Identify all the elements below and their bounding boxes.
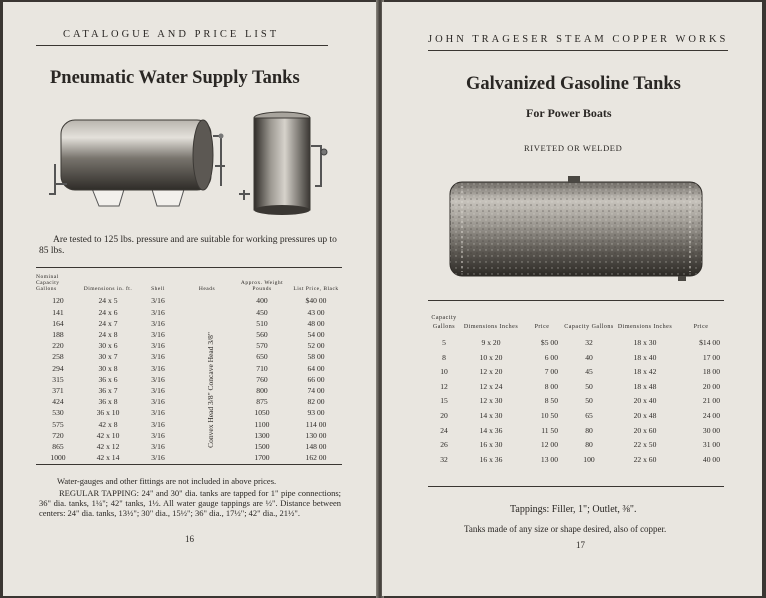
gasoline-table-body	[426, 336, 726, 467]
shell-cell: 3/16	[151, 330, 165, 339]
table-row	[36, 307, 342, 318]
col-dimensions-header-2: Dimensions Inches	[617, 324, 673, 330]
table-header-row	[426, 314, 726, 336]
capacity-cell: 45	[585, 367, 593, 377]
capacity-cell: 188	[52, 330, 64, 339]
dimensions-cell: 14 x 36	[479, 425, 503, 435]
col-capacity-header-2: Capacity Gallons	[564, 324, 614, 330]
table-row	[36, 374, 342, 385]
table-row	[36, 329, 342, 340]
table-row	[36, 452, 342, 463]
dimensions-cell: 36 x 8	[98, 397, 118, 407]
price-cell: $40 00	[305, 296, 327, 306]
price-cell: 11 50	[541, 425, 558, 435]
table-row	[36, 441, 342, 452]
heads-cell	[180, 307, 234, 318]
shell-cell: 3/16	[151, 386, 165, 396]
dimensions-cell: 18 x 30	[633, 338, 657, 347]
capacity-cell: 15	[440, 396, 448, 406]
dimensions-cell: 20 x 48	[633, 410, 657, 420]
dimensions-cell: 36 x 7	[98, 386, 118, 396]
price-cell: 21 00	[702, 396, 720, 406]
weight-cell: 1050	[254, 408, 270, 418]
left-page-number: 16	[185, 534, 194, 544]
left-description: Are tested to 125 lbs. pressure and are suitable for working pressures up to 85 lbs.	[39, 235, 337, 256]
capacity-cell: 32	[440, 454, 448, 464]
price-cell: 162 00	[305, 453, 327, 463]
pneumatic-tanks-illustration	[39, 106, 339, 218]
gasoline-price-table	[426, 314, 726, 467]
col-capacity-header: Nominal Capacity Gallons	[36, 274, 60, 292]
price-cell: 8 50	[544, 396, 558, 406]
left-page-title: Pneumatic Water Supply Tanks	[50, 68, 300, 88]
table-bottom-rule	[428, 486, 724, 487]
capacity-cell: 50	[585, 396, 593, 406]
col-shell-header: Shell	[151, 285, 165, 292]
dimensions-cell: 36 x 6	[98, 374, 118, 384]
capacity-cell: 120	[52, 296, 64, 306]
price-cell: 8 00	[544, 381, 558, 391]
col-price-header-2: Price	[693, 324, 709, 330]
heads-cell	[180, 318, 234, 329]
dimensions-cell: 10 x 20	[479, 352, 503, 362]
capacity-cell: 258	[52, 352, 64, 362]
price-cell: 82 00	[307, 397, 325, 407]
col-dimensions-header: Dimensions in. ft.	[83, 285, 133, 292]
price-cell: 54 00	[307, 330, 325, 339]
shell-cell: 3/16	[151, 408, 165, 418]
right-footnote: Tanks made of any size or shape desired, also of copper.	[464, 524, 667, 534]
capacity-cell: 80	[585, 425, 593, 435]
col-capacity-header: Capacity Gallons	[431, 315, 457, 330]
capacity-cell: 720	[52, 430, 64, 440]
capacity-cell: 220	[52, 341, 64, 351]
shell-cell: 3/16	[151, 363, 165, 373]
pneumatic-price-table	[36, 275, 342, 463]
weight-cell: 1100	[254, 419, 270, 429]
price-cell: 30 00	[702, 425, 720, 435]
dimensions-cell: 30 x 6	[98, 341, 118, 351]
col-price-header: Price	[534, 324, 550, 330]
price-cell: 93 00	[307, 408, 325, 418]
heads-cell	[180, 452, 234, 463]
dimensions-cell: 24 x 7	[98, 318, 118, 328]
table-row	[36, 318, 342, 329]
col-weight-header: Approx. Weight Pounds	[240, 279, 284, 292]
price-cell: 10 50	[540, 410, 558, 420]
weight-cell: 450	[256, 307, 268, 317]
price-cell: 64 00	[307, 363, 325, 373]
shell-cell: 3/16	[151, 453, 165, 463]
col-price-header: List Price, Black	[293, 285, 339, 292]
capacity-cell: 294	[52, 363, 64, 373]
price-cell: 31 00	[702, 440, 720, 450]
table-top-rule	[428, 300, 724, 301]
shell-cell: 3/16	[151, 341, 165, 351]
col-heads-header: Heads	[198, 285, 216, 292]
right-running-header: JOHN TRAGESER STEAM COPPER WORKS	[428, 34, 729, 45]
table-row	[426, 351, 726, 366]
capacity-cell: 8	[442, 352, 446, 362]
table-row	[426, 380, 726, 395]
price-cell: 58 00	[307, 352, 325, 362]
shell-cell: 3/16	[151, 419, 165, 429]
price-cell: 43 00	[307, 307, 325, 317]
dimensions-cell: 42 x 14	[96, 453, 120, 463]
price-cell: 40 00	[702, 454, 720, 464]
weight-cell: 1300	[254, 430, 270, 440]
price-cell: 7 00	[544, 367, 558, 377]
header-rule	[36, 45, 328, 46]
dimensions-cell: 18 x 48	[633, 381, 657, 391]
price-cell: 6 00	[544, 352, 558, 362]
dimensions-cell: 30 x 7	[98, 352, 118, 362]
capacity-cell: 100	[583, 454, 595, 464]
right-page-title: Galvanized Gasoline Tanks	[466, 74, 681, 94]
dimensions-cell: 9 x 20	[481, 338, 501, 347]
table-bottom-rule	[36, 464, 342, 465]
dimensions-cell: 24 x 5	[98, 296, 118, 306]
shell-cell: 3/16	[151, 397, 165, 407]
dimensions-cell: 18 x 40	[633, 352, 657, 362]
dimensions-cell: 20 x 60	[633, 425, 657, 435]
left-footnote-fittings: Water-gauges and other fittings are not included in above prices.	[57, 476, 277, 486]
price-cell: 20 00	[702, 381, 720, 391]
shell-cell: 3/16	[151, 374, 165, 384]
weight-cell: 400	[256, 296, 268, 306]
weight-cell: 570	[256, 341, 268, 351]
capacity-cell: 141	[52, 307, 64, 317]
dimensions-cell: 22 x 50	[633, 440, 657, 450]
dimensions-cell: 12 x 24	[479, 381, 503, 391]
price-cell: 130 00	[305, 430, 327, 440]
capacity-cell: 530	[52, 408, 64, 418]
shell-cell: 3/16	[151, 430, 165, 440]
dimensions-cell: 16 x 36	[479, 454, 503, 464]
gasoline-tank-illustration	[446, 174, 706, 284]
dimensions-cell: 14 x 30	[479, 410, 503, 420]
dimensions-cell: 42 x 10	[96, 430, 120, 440]
table-row	[426, 424, 726, 439]
capacity-cell: 1000	[50, 453, 66, 463]
price-cell: 148 00	[305, 442, 327, 452]
weight-cell: 760	[256, 374, 268, 384]
right-page-subtitle: For Power Boats	[526, 106, 612, 120]
weight-cell: 800	[256, 386, 268, 396]
dimensions-cell: 18 x 42	[633, 367, 657, 377]
shell-cell: 3/16	[151, 442, 165, 452]
left-running-header: CATALOGUE AND PRICE LIST	[63, 29, 280, 40]
shell-cell: 3/16	[151, 318, 165, 328]
table-row	[36, 363, 342, 374]
dimensions-cell: 30 x 8	[98, 363, 118, 373]
price-cell: $5 00	[540, 338, 558, 347]
price-cell: 52 00	[307, 341, 325, 351]
price-cell: 114 00	[305, 419, 327, 429]
shell-cell: 3/16	[151, 296, 165, 306]
capacity-cell: 5	[442, 338, 446, 347]
dimensions-cell: 16 x 30	[479, 440, 503, 450]
capacity-cell: 26	[440, 440, 448, 450]
capacity-cell: 12	[440, 381, 448, 391]
dimensions-cell: 42 x 8	[98, 419, 118, 429]
weight-cell: 1700	[254, 453, 270, 463]
left-footnote-tapping: REGULAR TAPPING: 24" and 30" dia. tanks are tapped for 1" pipe connections; 36" dia. tanks, 1¼"; 42" tanks, 1½. All water gauge tappings are ½". Distance between centers: 24" dia. tanks, 13½"; 30" dia., 15½"; 36" dia., 17½"; 42" dia., 21½".	[39, 488, 341, 518]
weight-cell: 560	[256, 330, 268, 339]
table-row	[36, 351, 342, 362]
capacity-cell: 65	[585, 410, 593, 420]
table-row	[36, 340, 342, 351]
weight-cell: 650	[256, 352, 268, 362]
heads-note: Convex Head 3/8" Concave Head 3/8"	[206, 332, 215, 448]
capacity-cell: 371	[52, 386, 64, 396]
dimensions-cell: 24 x 6	[98, 307, 118, 317]
weight-cell: 710	[256, 363, 268, 373]
weight-cell: 1500	[254, 442, 270, 452]
table-row	[36, 419, 342, 430]
table-row	[426, 438, 726, 453]
dimensions-cell: 12 x 20	[479, 367, 503, 377]
dimensions-cell: 36 x 10	[96, 408, 120, 418]
capacity-cell: 24	[440, 425, 448, 435]
table-row	[426, 336, 726, 351]
capacity-cell: 40	[585, 352, 593, 362]
table-row	[36, 295, 342, 306]
price-cell: 74 00	[307, 386, 325, 396]
capacity-cell: 10	[440, 367, 448, 377]
price-cell: 17 00	[702, 352, 720, 362]
capacity-cell: 424	[52, 397, 64, 407]
dimensions-cell: 12 x 30	[479, 396, 503, 406]
capacity-cell: 575	[52, 419, 64, 429]
left-page	[3, 2, 379, 596]
dimensions-cell: 22 x 60	[633, 454, 657, 464]
weight-cell: 510	[256, 318, 268, 328]
right-page	[382, 2, 762, 596]
price-cell: 18 00	[702, 367, 720, 377]
dimensions-cell: 20 x 40	[633, 396, 657, 406]
price-cell: 13 00	[540, 454, 558, 464]
shell-cell: 3/16	[151, 352, 165, 362]
table-header-row	[36, 275, 342, 295]
header-rule	[428, 50, 728, 51]
price-cell: 48 00	[307, 318, 325, 328]
pneumatic-table-body	[36, 295, 342, 463]
capacity-cell: 315	[52, 374, 64, 384]
table-top-rule	[36, 267, 342, 268]
dimensions-cell: 24 x 8	[98, 330, 118, 339]
table-row	[426, 453, 726, 468]
heads-cell	[180, 295, 234, 306]
price-cell: 24 00	[702, 410, 720, 420]
right-page-number: 17	[576, 540, 585, 550]
capacity-cell: 20	[440, 410, 448, 420]
table-row	[426, 409, 726, 424]
capacity-cell: 32	[585, 338, 593, 347]
price-cell: 66 00	[307, 374, 325, 384]
construction-note: RIVETED OR WELDED	[524, 143, 623, 153]
capacity-cell: 164	[52, 318, 64, 328]
table-row	[36, 430, 342, 441]
dimensions-cell: 42 x 12	[96, 442, 120, 452]
weight-cell: 875	[256, 397, 268, 407]
table-row	[426, 394, 726, 409]
table-row	[426, 365, 726, 380]
table-row	[36, 396, 342, 407]
tappings-note: Tappings: Filler, 1"; Outlet, ⅜".	[510, 504, 637, 515]
capacity-cell: 865	[52, 442, 64, 452]
price-cell: $14 00	[699, 338, 720, 347]
table-row	[36, 407, 342, 418]
capacity-cell: 50	[585, 381, 593, 391]
price-cell: 12 00	[540, 440, 558, 450]
capacity-cell: 80	[585, 440, 593, 450]
table-row	[36, 385, 342, 396]
col-dimensions-header: Dimensions Inches	[463, 324, 519, 330]
shell-cell: 3/16	[151, 307, 165, 317]
